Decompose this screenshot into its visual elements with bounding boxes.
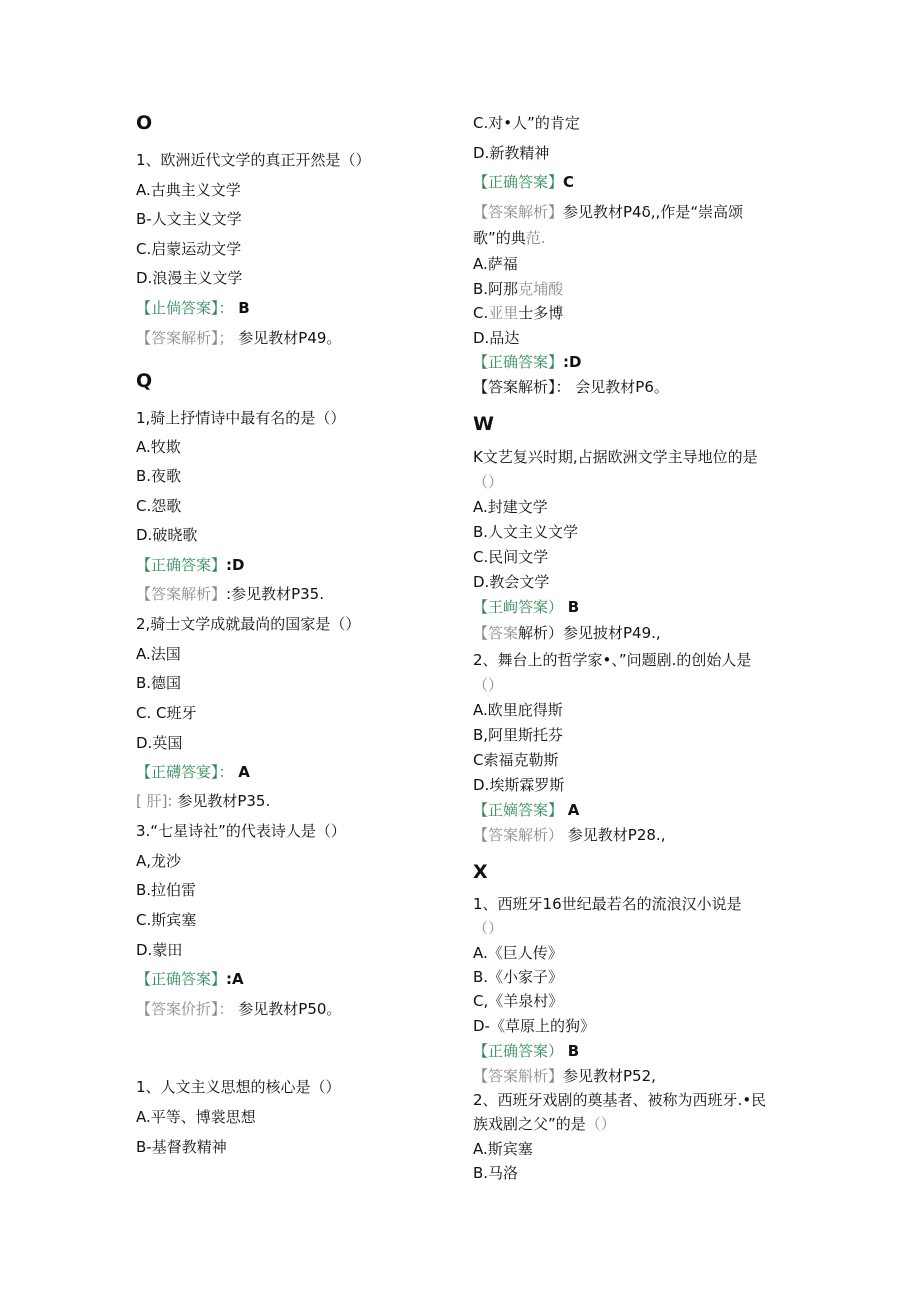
explanation-value: 参见教材P49。 [238,329,342,347]
option-d: D.新教精神 [473,144,550,162]
explanation-value: :参见教材P35. [226,585,324,603]
option-c: C.民间文学 [473,548,549,566]
option-a: A,龙沙 [136,852,182,870]
question-blank: （） [473,676,504,694]
answer-value: B [567,1042,580,1060]
question-2-x: 2、西班牙戏剧的奠基者、被称为西班牙.•民 [473,1091,767,1109]
answer-line [136,762,250,782]
section-heading-o: O [136,112,153,134]
option-a: A.欧里庇得斯 [473,701,563,719]
explanation-label: [ 肝]: [136,792,173,810]
option-a: A.封建文学 [473,498,548,516]
question-1-o: 1、欧洲近代文学的真正开然是（） [136,151,371,169]
explanation-value: 解析）参见披材P49., [518,624,661,642]
answer-value: B [238,299,250,317]
answer-line [473,800,579,820]
answer-value: A [567,801,580,819]
explanation-value: 参见教材P50。 [238,1000,342,1018]
answer-label: 【正确答案】 [136,556,227,574]
question-blank: （） [473,473,504,491]
section-heading-w: W [473,413,494,435]
explanation-line [136,584,324,604]
answer-label: 【正确答案） [473,1042,564,1060]
option-a: A.平等、博裳思想 [136,1108,256,1126]
option-b: B,阿里斯托芬 [473,726,564,744]
explanation-continued [473,228,546,248]
explanation-value: 参见教材P28., [567,826,666,844]
explanation-value: 参见教材P35. [177,792,271,810]
option-d: D.浪漫主义文学 [136,269,243,287]
explanation-value: 参见教材P4δ,,作是“崇高颂 [563,203,744,221]
explanation-line [136,328,341,348]
option-b-text: B.阿那 [473,280,519,298]
option-b-faded: 克埔酸 [518,280,564,298]
question-2-w: 2、舞台上的哲学家•、”问题剧.的创始人是 [473,651,752,669]
option-b: B.夜歌 [136,467,182,485]
explanation-text: 歌”的典 [473,229,526,247]
question-1-r: 1、人文主义思想的核心是（） [136,1078,341,1096]
explanation-label: 【答案 [473,624,519,642]
option-c: C,《羊泉村》 [473,992,564,1010]
option-c-rest: 士多博 [518,304,564,322]
explanation-label: 【答案价折】： [136,1000,234,1018]
question-1-x: 1、西班牙16世纪最若名的流浪汉小说是 [473,895,742,913]
explanation-value: 参见教材P52, [563,1067,656,1085]
answer-line [136,969,244,989]
option-c: C索福克勒斯 [473,751,559,769]
answer-line [473,352,581,372]
answer-value: :A [226,970,244,988]
explanation-line [136,999,341,1019]
answer-label: 【正嫡答案】 [473,801,564,819]
option-c: C.对•人”的肯定 [473,114,580,132]
option-d: D.破晓歌 [136,526,198,544]
option-b: B-基督教精神 [136,1138,227,1156]
answer-value: :D [563,353,582,371]
option-a: A.牧欺 [136,438,181,456]
option-c: C.启蒙运动文学 [136,240,242,258]
explanation-label: 【答案解析】： [473,378,571,396]
option-c: C. C班牙 [136,704,197,722]
option-d: D-《草原上的狗》 [473,1017,595,1035]
explanation-line [136,791,270,811]
explanation-line [473,1066,656,1086]
option-b: B.拉伯雷 [136,881,197,899]
section-heading-q: Q [136,370,153,392]
option-c: C.斯宾塞 [136,911,197,929]
question-text: 族戏剧之父”的是 [473,1115,586,1133]
option-c-text: C. [473,304,489,322]
option-c [473,303,563,323]
question-blank: （） [585,1115,616,1133]
option-d: D.埃斯霖罗斯 [473,776,565,794]
answer-label: 【正确答案】 [136,970,227,988]
option-d: D.英国 [136,734,183,752]
question-1-q: 1,骑上抒情诗中最有名的是（） [136,409,346,427]
explanation-label: 【答案解析】 [136,585,227,603]
explanation-label: 【答案解析） [473,826,564,844]
explanation-value: 会见教材P6。 [575,378,669,396]
question-2-q: 2,骑士文学成就最尚的国家是（） [136,615,361,633]
option-b: B.德国 [136,674,182,692]
explanation-line [473,623,661,643]
explanation-line [473,377,669,397]
answer-line [136,555,244,575]
option-a: A.古典主义文学 [136,181,241,199]
answer-label: 【正确答案】 [473,353,564,371]
answer-value: A [238,763,250,781]
explanation-text-faded: 范. [525,229,546,247]
option-a: A.法国 [136,645,181,663]
answer-value: B [567,598,580,616]
explanation-line [473,202,743,222]
option-b: B.人文主义文学 [473,523,579,541]
question-continued [473,1114,616,1134]
answer-label: 【止倘答案】： [136,299,234,317]
explanation-label: 【答案解析】 [473,203,564,221]
explanation-label: 【答案解析】； [136,329,234,347]
answer-line [473,597,579,617]
option-a: A.萨福 [473,255,518,273]
answer-line [136,298,250,318]
explanation-line [473,825,665,845]
question-blank: （） [473,919,504,937]
answer-value: C [563,173,575,191]
option-d: D.品达 [473,329,520,347]
answer-line [473,1041,579,1061]
explanation-label: 【答案斛析】 [473,1067,564,1085]
answer-label: 【正确答案】 [473,173,564,191]
option-b: B-人文主义文学 [136,210,242,228]
option-a: A.《巨人传》 [473,944,563,962]
answer-label: 【正礴答宴】： [136,763,234,781]
option-d: D.蒙田 [136,941,183,959]
answer-line [473,172,574,192]
option-c-faded: 亚里 [488,304,519,322]
option-b [473,279,563,299]
option-c: C.怨歌 [136,497,182,515]
question-1-w: K文艺复兴时期,占据欧洲文学主导地位的是 [473,448,758,466]
option-b: B.马洛 [473,1164,519,1182]
answer-label: 【王峋答案） [473,598,564,616]
option-a: A.斯宾塞 [473,1140,533,1158]
option-d: D.教会文学 [473,573,550,591]
question-3-q: 3.“七星诗社”的代表诗人是（） [136,822,346,840]
option-b: B.《小家子》 [473,968,564,986]
answer-value: :D [226,556,245,574]
section-heading-x: X [473,861,488,883]
